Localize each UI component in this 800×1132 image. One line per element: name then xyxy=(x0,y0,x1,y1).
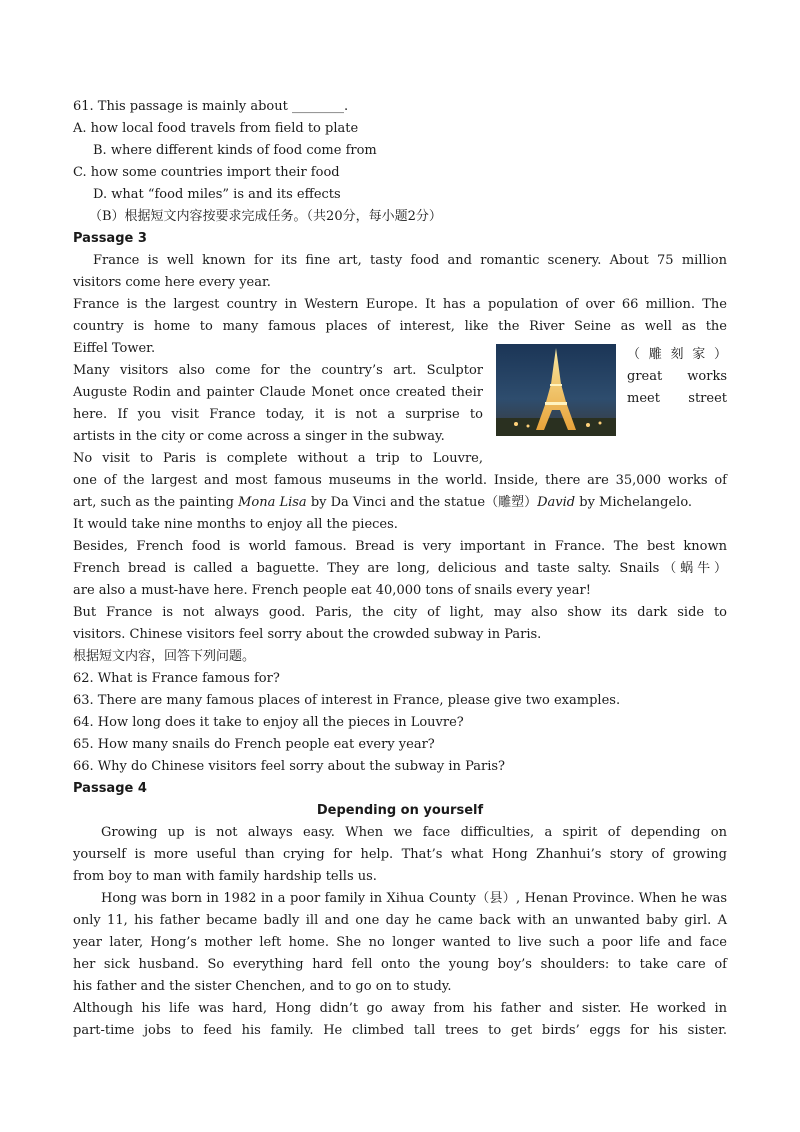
p3-para4-line1: No visit to Paris is complete without a trip to Louvre, xyxy=(73,451,483,466)
p3-para5-line3: are also a must-have here. French people eat 40,000 tons of snails every year! xyxy=(73,583,591,598)
question-66: 66. Why do Chinese visitors feel sorry about the subway in Paris? xyxy=(73,759,505,774)
p3-para5-line2: French bread is called a baguette. They are long, delicious and taste salty. Snails（蜗牛） xyxy=(73,561,727,576)
p3-para3-line1-right: （ 雕 刻 家 ） xyxy=(627,347,727,362)
question-61-option-d: D. what “food miles” is and its effects xyxy=(93,187,341,202)
p4-para1-line3: from boy to man with family hardship tells us. xyxy=(73,869,377,884)
p3-para3-line3: here. If you visit France today, it is not a surprise to xyxy=(73,407,483,422)
painting-title: Mona Lisa xyxy=(238,495,307,510)
p3-para6-line1: But France is not always good. Paris, the city of light, may also show its dark side to xyxy=(73,605,727,620)
p3-para4-line3a: art, such as the painting xyxy=(73,495,239,510)
p3-para6-line2: visitors. Chinese visitors feel sorry about the crowded subway in Paris. xyxy=(73,627,542,642)
section-b-instruction: （B）根据短文内容按要求完成任务。（共20分，每小题2分） xyxy=(89,209,442,224)
question-61-option-a: A. how local food travels from field to plate xyxy=(73,121,359,136)
p4-para2-line3: year later, Hong’s mother left home. She no longer wanted to live such a poor life and face xyxy=(73,935,727,950)
p3-para3-line2-right: great works xyxy=(627,369,727,384)
p4-para1-line1: Growing up is not always easy. When we face difficulties, a spirit of depending on xyxy=(101,825,727,840)
p3-para4-line3 xyxy=(73,492,727,514)
question-61-option-b: B. where different kinds of food come from xyxy=(93,143,377,158)
p3-para1-line2: visitors come here every year. xyxy=(73,275,271,290)
question-65: 65. How many snails do French people eat every year? xyxy=(73,737,435,752)
p3-para4-line4: It would take nine months to enjoy all the pieces. xyxy=(73,517,398,532)
p4-para3-line1: Although his life was hard, Hong didn’t go away from his father and sister. He worked in xyxy=(73,1001,727,1016)
eiffel-tower-image xyxy=(496,344,616,436)
passage-3-heading: Passage 3 xyxy=(73,231,147,246)
p3-para3-line2: Auguste Rodin and painter Claude Monet once created their xyxy=(73,385,483,400)
p3-questions-instruction: 根据短文内容，回答下列问题。 xyxy=(73,649,256,664)
p3-para5-line1: Besides, French food is world famous. Bread is very important in France. The best known xyxy=(73,539,727,554)
p3-para3-line3-right: meet street xyxy=(627,391,727,406)
question-62: 62. What is France famous for? xyxy=(73,671,280,686)
p3-para1-line1: France is well known for its fine art, tasty food and romantic scenery. About 75 million xyxy=(93,253,727,268)
question-63: 63. There are many famous places of interest in France, please give two examples. xyxy=(73,693,621,708)
p3-para3-line1: Many visitors also come for the country’s art. Sculptor xyxy=(73,363,483,378)
passage-4-heading: Passage 4 xyxy=(73,781,147,796)
p4-para1-line2: yourself is more useful than crying for help. That’s what Hong Zhanhui’s story of growing xyxy=(73,847,727,862)
p3-para4-line3c: by Da Vinci and the statue（雕塑） xyxy=(306,495,538,510)
document-page xyxy=(73,96,727,1042)
p3-para4-line3e: by Michelangelo. xyxy=(575,495,693,510)
p4-para2-line1: Hong was born in 1982 in a poor family in Xihua County（县）, Henan Province. When he was xyxy=(101,891,727,906)
p3-para4-line2: one of the largest and most famous museums in the world. Inside, there are 35,000 works of xyxy=(73,473,727,488)
statue-title: David xyxy=(537,495,576,510)
question-61-stem: 61. This passage is mainly about ________. xyxy=(73,99,349,114)
passage-4-title: Depending on yourself xyxy=(316,803,484,818)
p4-para3-line2: part-time jobs to feed his family. He climbed tall trees to get birds’ eggs for his sister. xyxy=(73,1023,727,1038)
question-61-option-c: C. how some countries import their food xyxy=(73,165,340,180)
p3-para2-line1: France is the largest country in Western Europe. It has a population of over 66 million. The xyxy=(73,297,727,312)
p4-para2-line4: her sick husband. So everything hard fell onto the young boy’s shoulders: to take care of xyxy=(73,957,727,972)
question-64: 64. How long does it take to enjoy all the pieces in Louvre? xyxy=(73,715,464,730)
p3-para3-line4: artists in the city or come across a singer in the subway. xyxy=(73,429,445,444)
p3-para2-line3: Eiffel Tower. xyxy=(73,341,156,356)
p3-para2-line2: country is home to many famous places of interest, like the River Seine as well as the xyxy=(73,319,727,334)
p4-para2-line5: his father and the sister Chenchen, and to go on to study. xyxy=(73,979,452,994)
p4-para2-line2: only 11, his father became badly ill and one day he came back with an unwanted baby girl. A xyxy=(73,913,727,928)
